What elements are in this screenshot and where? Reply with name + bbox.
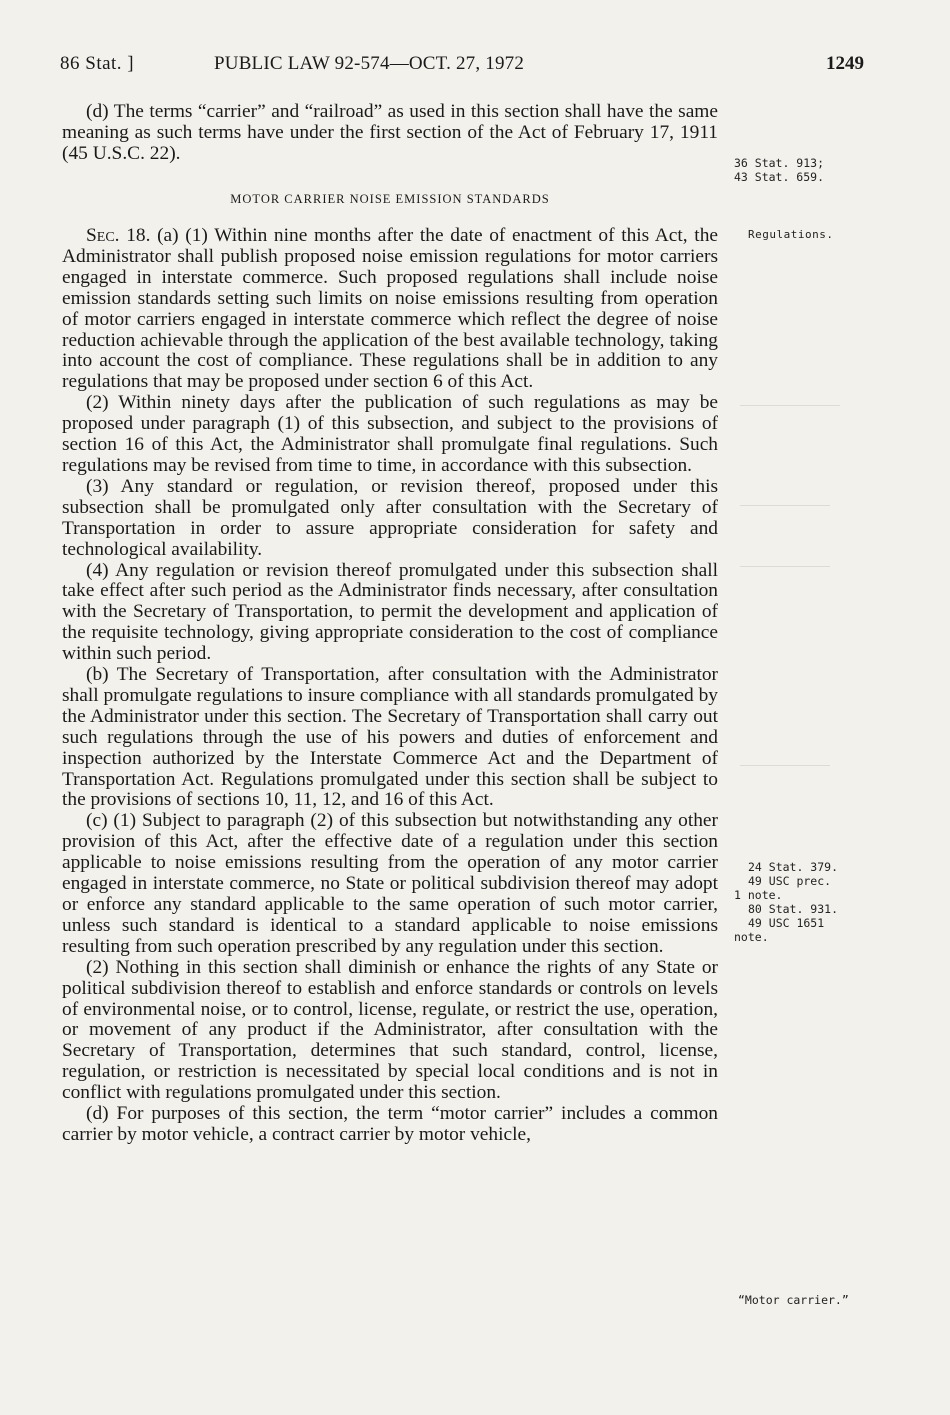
paragraph-text: 18. (a) (1) Within nine months after the date of enactment of this Act, the Administrator shall publish proposed noise emission regulations for motor carriers engaged in interstate commerce. Such proposed regulations shall include noise emission standards setting such limits on noise emissions resulting from operation of motor carriers engaged in interstate commerce which reflect the degree of noise reduction achievable through the application of the best available technology, taking into account the cost of compliance. These regulations shall be in addition to any regulations that may be proposed under section 6 of this Act.	[62, 225, 718, 393]
section-18-body	[62, 226, 718, 1146]
section-heading: MOTOR CARRIER NOISE EMISSION STANDARDS	[230, 192, 550, 206]
header-volume: 86 Stat. ]	[60, 53, 135, 74]
margin-line: 36 Stat. 913;	[734, 156, 825, 170]
paragraph-a3: (3) Any standard or regulation, or revision thereof, proposed under this subsection shall be promulgated only after consultation with the Secretary of Transportation in order to assure appropriate consideration for safety and technological availability.	[62, 475, 718, 560]
margin-note-regulations: Regulations.	[748, 228, 834, 241]
paragraph-carrier-definition	[62, 102, 718, 165]
margin-line: 49 USC 1651	[748, 916, 825, 930]
page-number: 1249	[826, 53, 864, 74]
bleed-through-mark	[740, 715, 830, 766]
paragraph-b: (b) The Secretary of Transportation, after consultation with the Administrator shall promulgate regulations to insure compliance with all standards promulgated by the Administrator under this section. The Secretary of Transportation shall carry out such regulations through the use of his powers and duties of enforcement and inspection authorized by the Interstate Commerce Act and the Department of Transportation Act. Regulations promulgated under this section shall be subject to the provisions of sections 10, 11, 12, and 16 of this Act.	[62, 664, 718, 811]
header-title: PUBLIC LAW 92-574—OCT. 27, 1972	[214, 53, 525, 74]
margin-line: 1 note.	[734, 888, 783, 902]
margin-line: note.	[734, 930, 769, 944]
paragraph-a1	[62, 226, 718, 393]
section-label: Sec.	[86, 225, 120, 246]
paragraph-c1: (c) (1) Subject to paragraph (2) of this subsection but notwithstanding any other provision of this Act, after the effective date of a regulation under this section applicable to noise emissions resulting from the operation of any motor carrier engaged in interstate commerce, no State or political subdivision thereof may adopt or enforce any standard applicable to the same operation of such motor carrier, unless such standard is identical to a standard applicable to noise emissions resulting from such operation prescribed by any regulation under this section.	[62, 810, 718, 957]
margin-citation-45-usc	[734, 156, 824, 184]
paragraph-text: (d) The terms “carrier” and “railroad” as used in this section shall have the same meaning as such terms have under the first section of the Act of February 17, 1911 (45 U.S.C. 22).	[62, 101, 718, 164]
margin-citation-interstate-commerce	[734, 860, 838, 944]
bleed-through-mark	[740, 405, 840, 428]
paragraph-d: (d) For purposes of this section, the term “motor carrier” includes a common carrier by motor vehicle, a contract carrier by motor vehicle,	[62, 1103, 718, 1145]
bleed-through-mark	[740, 505, 830, 567]
paragraph-a2: (2) Within ninety days after the publication of such regulations as may be proposed under paragraph (1) of this subsection, and subject to the provisions of section 16 of this Act, the Administrator shall promulgate final regulations. Such regulations may be revised from time to time, in accordance with this subsection.	[62, 392, 718, 476]
margin-line: 24 Stat. 379.	[748, 860, 839, 874]
margin-note-motor-carrier: “Motor carrier.”	[738, 1293, 849, 1307]
paragraph-a4: (4) Any regulation or revision thereof promulgated under this subsection shall take effect after such period as the Administrator finds necessary, after consultation with the Secretary of Transportation, to permit the development and application of the requisite technology, giving appropriate consideration to the cost of compliance within such period.	[62, 559, 718, 665]
paragraph-c2: (2) Nothing in this section shall diminish or enhance the rights of any State or political subdivision thereof to establish and enforce standards or controls on levels of environmental noise, or to control, license, regulate, or restrict the use, operation, or movement of any product if the Administrator, after consultation with the Secretary of Transportation, determines that such standard, control, license, regulation, or restriction is necessitated by special local conditions and is not in conflict with regulations promulgated under this section.	[62, 956, 718, 1104]
margin-line: 80 Stat. 931.	[748, 902, 839, 916]
margin-line: 49 USC prec.	[748, 874, 832, 888]
margin-line: 43 Stat. 659.	[734, 170, 825, 184]
